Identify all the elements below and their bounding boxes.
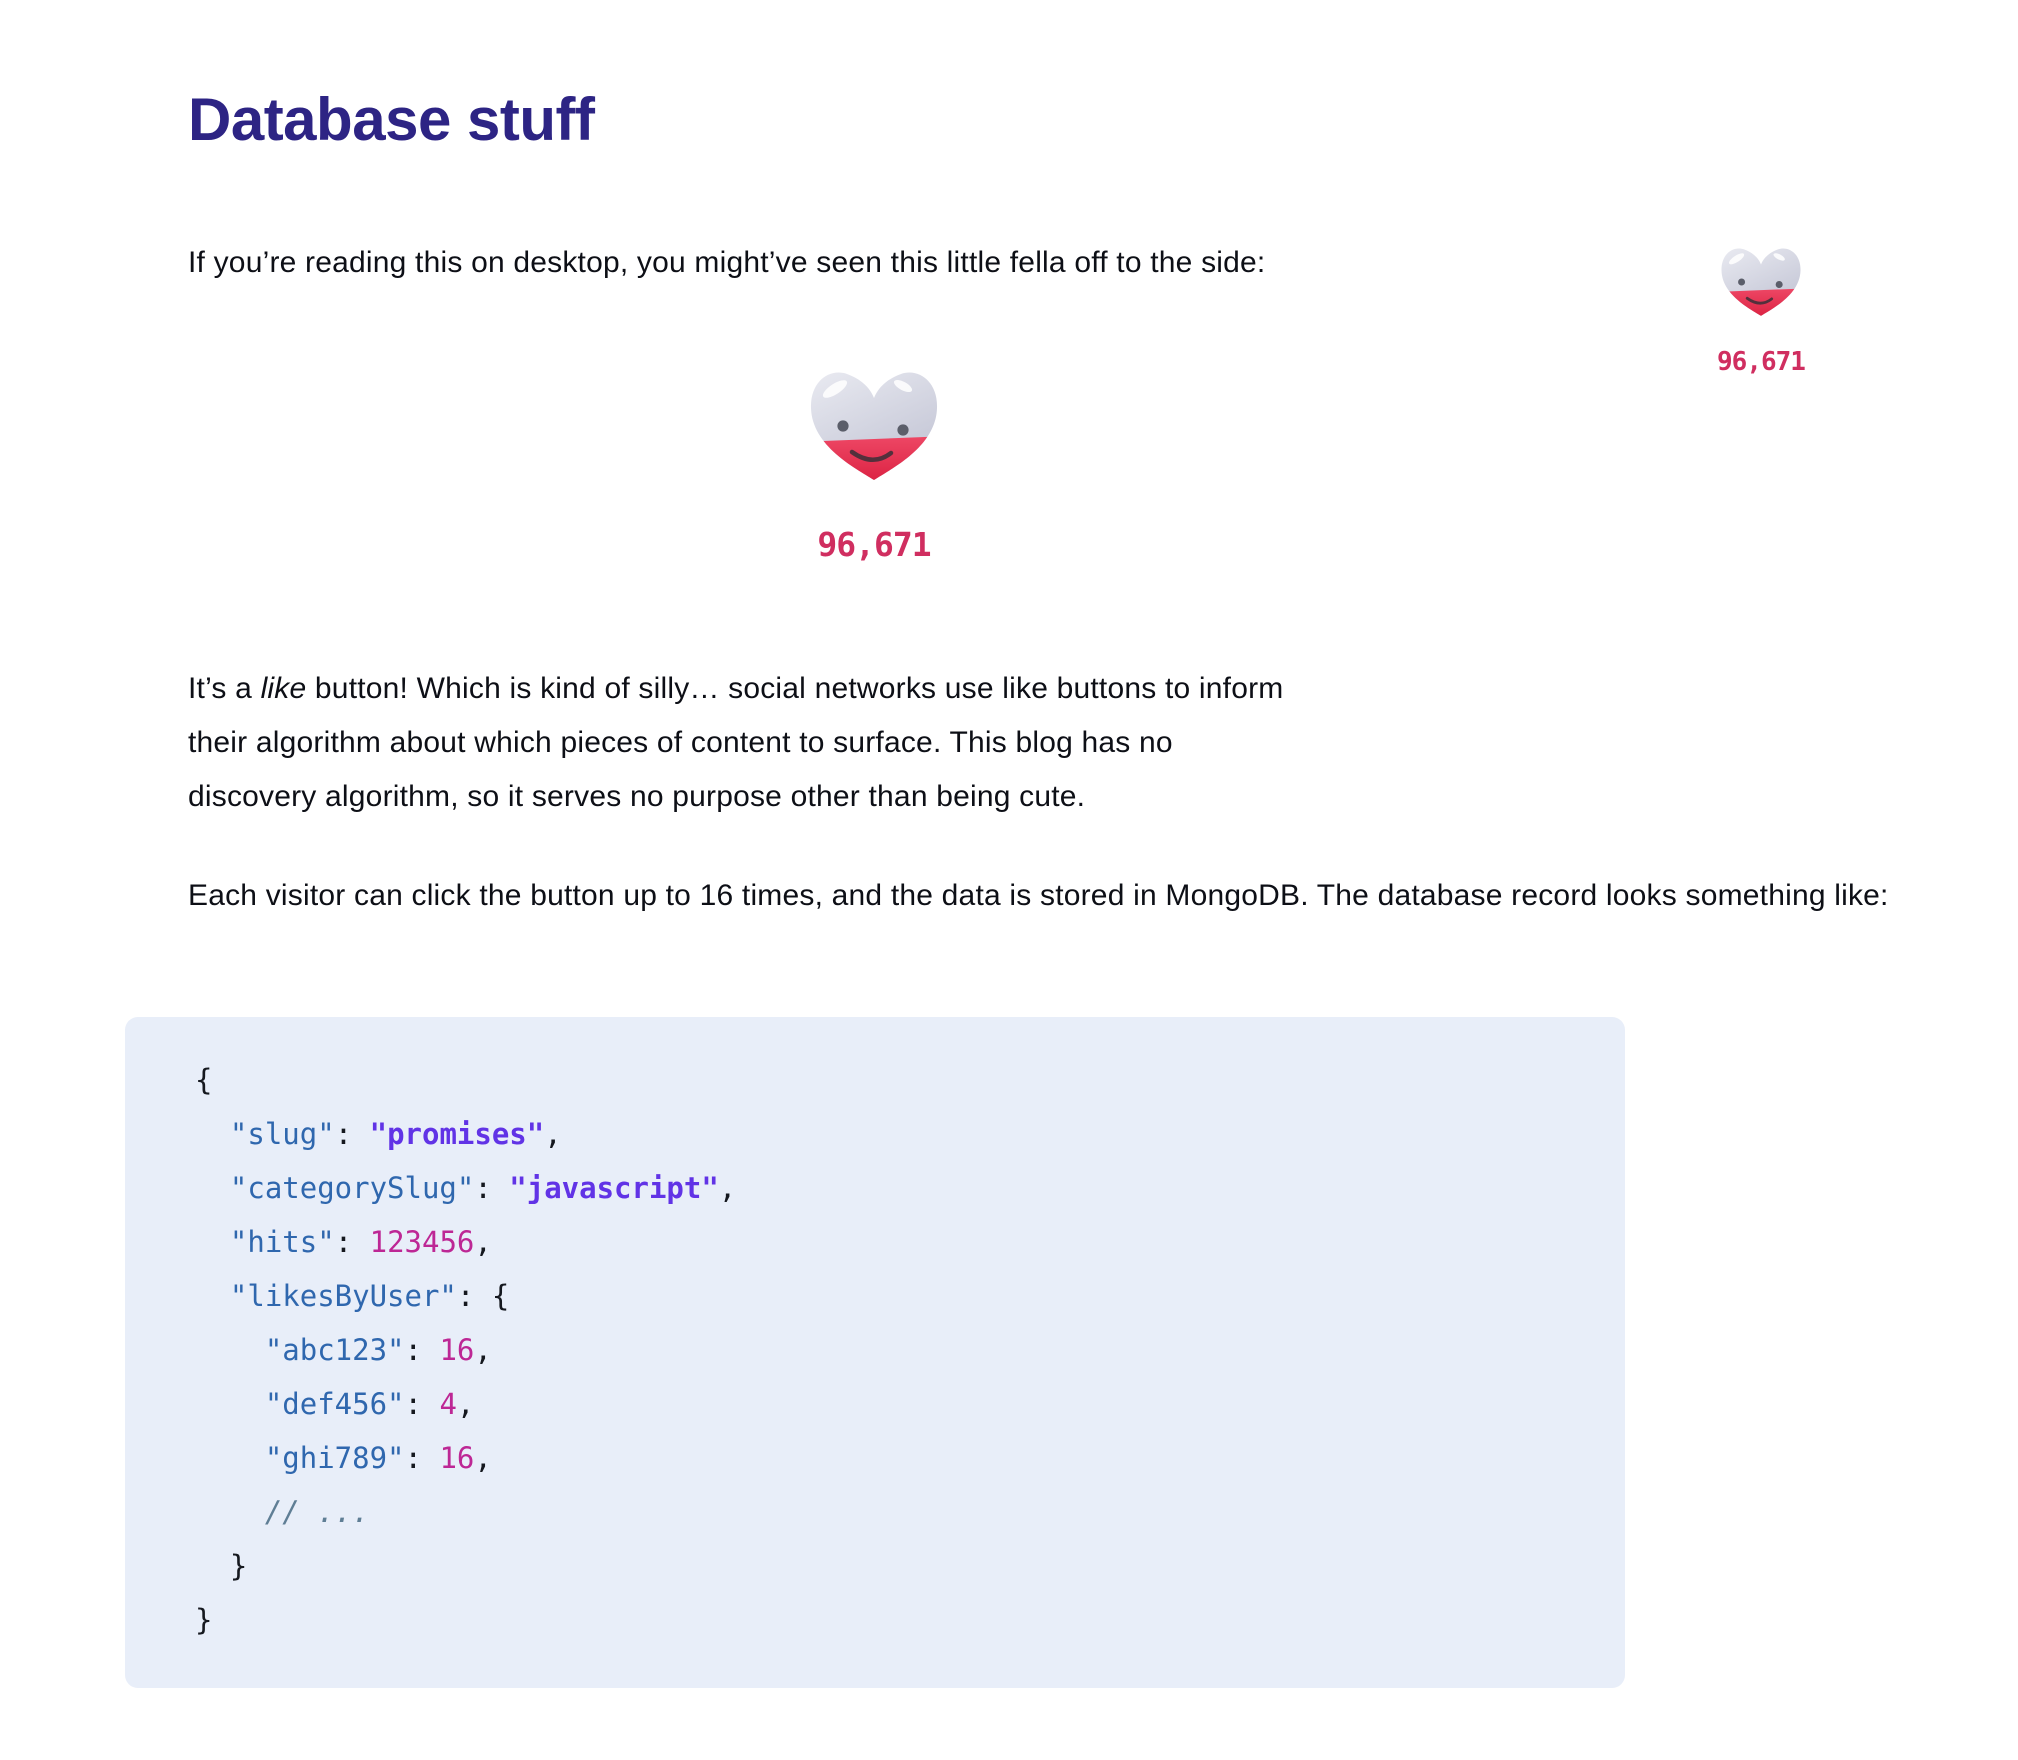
code-token: "slug" [229,1117,335,1151]
heart-face-icon [799,356,949,488]
code-token: "likesByUser" [229,1279,457,1313]
code-token: , [474,1441,492,1475]
like-count: 96,671 [1717,347,1805,377]
database-paragraph [188,869,1889,923]
code-token: 16 [439,1333,475,1367]
text-run: It’s a [188,672,261,705]
code-token [195,1171,230,1205]
code-line [195,1323,1585,1377]
like-button-inline[interactable] [799,356,949,565]
code-line [195,1485,1585,1539]
code-token: , [474,1225,492,1259]
code-token: } [195,1549,248,1583]
code-line [195,1539,1585,1593]
code-line [195,1107,1585,1161]
code-token: , [544,1117,562,1151]
intro-line: If you’re reading this on desktop, you might’ve seen this little fella off to the side: [188,246,1266,279]
code-token [195,1441,265,1475]
code-token: : [404,1387,440,1421]
code-token [195,1495,265,1529]
code-token [195,1333,265,1367]
code-token [195,1387,265,1421]
code-token [195,1279,230,1313]
code-token: "categorySlug" [229,1171,475,1205]
code-line [195,1269,1585,1323]
code-token: { [195,1063,213,1097]
like-button-floating[interactable] [1698,238,1824,378]
code-token: : { [456,1279,510,1313]
code-token: 123456 [369,1225,475,1259]
code-token: : [334,1225,370,1259]
code-line [195,1593,1585,1647]
code-token: "promises" [369,1117,545,1151]
text-run: button! Which is kind of silly… social networks use like buttons to inform [306,672,1284,705]
code-block-json-record [125,1017,1625,1688]
like-count: 96,671 [817,525,931,564]
code-token: : [474,1171,510,1205]
paragraph-line: Each visitor can click the button up to 16 times, and the data is stored in MongoDB. [188,879,1309,912]
code-line [195,1431,1585,1485]
code-token: : [334,1117,370,1151]
code-token: } [195,1603,213,1637]
code-line [195,1377,1585,1431]
intro-paragraph [188,236,1265,290]
emphasis-like: like [260,672,307,705]
code-token: , [718,1171,737,1205]
paragraph-line: their algorithm about which pieces of content to surface. This blog has no [188,726,1173,759]
code-token [195,1117,230,1151]
code-line [195,1053,1585,1107]
page-title: Database stuff [188,86,595,153]
code-line [195,1215,1585,1269]
code-token: "hits" [229,1225,335,1259]
code-token: 16 [439,1441,475,1475]
code-token: "javascript" [509,1171,719,1205]
code-token: , [456,1387,475,1421]
code-token: : [404,1333,440,1367]
paragraph-line: discovery algorithm, so it serves no purpose other than being cute. [188,780,1086,813]
code-token: 4 [439,1387,457,1421]
code-token: "def456" [264,1387,405,1421]
code-comment: // ... [264,1495,370,1529]
code-token: "abc123" [264,1333,405,1367]
paragraph-line: The database record looks something like: [1316,879,1889,912]
code-token: : [404,1441,440,1475]
heart-face-icon [1714,238,1808,321]
like-explainer-paragraph [188,662,2018,824]
code-line [195,1161,1585,1215]
code-token: "ghi789" [264,1441,405,1475]
paragraph-line [188,672,1283,705]
code-token: , [474,1333,492,1367]
code-token [195,1225,230,1259]
